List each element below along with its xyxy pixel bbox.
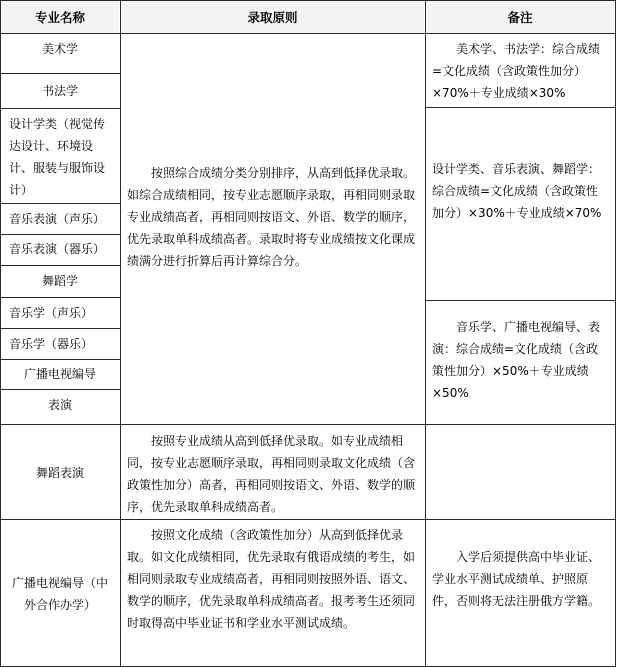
grid-col-2: [425, 0, 426, 667]
major-music-instrument: 音乐表演（器乐）: [9, 242, 106, 256]
grid-row-9: [0, 389, 120, 390]
grid-row-8: [0, 359, 120, 360]
principle-group2: 按照专业成绩从高到低择优录取。如专业成绩相同，按专业志愿顺序录取，再相同则录取文化成绩（含政策性加分）高者，再相同则按语文、外语、数学的顺序，优先录取单科成绩高者。: [127, 434, 416, 514]
note-design-music-dance: 设计学类、音乐表演、舞蹈学：综合成绩=文化成绩（含政策性加分）×30%＋专业成绩×70%: [432, 162, 602, 220]
grid-left: [0, 0, 1, 667]
principle-group3: 按照文化成绩（含政策性加分）从高到低择优录取。如文化成绩相同，优先录取有俄语成绩的考生，如相同则录取专业成绩高者，再相同则按照外语、语文、数学的顺序，优先录取单科成绩高者。报考考生还须同时取得高中毕业证书和学业水平测试成绩。: [127, 528, 416, 630]
grid-note-1: [425, 107, 616, 108]
grid-header-bottom: [0, 33, 616, 34]
major-dance-performance: 舞蹈表演: [35, 466, 84, 480]
major-broadcast: 广播电视编导: [23, 367, 96, 381]
header-major: 专业名称: [1, 0, 119, 33]
grid-row-10: [0, 424, 616, 425]
major-musicology-vocal: 音乐学（声乐）: [9, 306, 94, 320]
grid-row-7: [0, 328, 120, 329]
grid-row-5: [0, 265, 120, 266]
grid-row-6: [0, 297, 120, 298]
major-design: 设计学类（视觉传达设计、环境设计、服装与服饰设计）: [9, 117, 106, 197]
grid-col-1: [120, 0, 121, 667]
grid-note-2: [425, 300, 616, 301]
grid-row-1: [0, 73, 120, 74]
grid-right: [615, 0, 616, 667]
major-broadcast-coop: 广播电视编导（中外合作办学）: [11, 575, 108, 612]
major-art: 美术学: [41, 42, 78, 56]
major-calligraphy: 书法学: [41, 84, 78, 98]
principle-group1: 按照综合成绩分类分别排序，从高到低择优录取。如综合成绩相同，按专业志愿顺序录取，再相同则录取专业成绩高者，再相同则按语文、外语、数学的顺序，优先录取单科成绩高者。录取时将专业成绩按文化课成绩满分进行折算后再计算综合分。: [127, 166, 416, 268]
grid-row-4: [0, 234, 120, 235]
major-musicology-instrument: 音乐学（器乐）: [9, 337, 94, 351]
note-art-calligraphy: 美术学、书法学：综合成绩=文化成绩（含政策性加分）×70%＋专业成绩×30%: [432, 42, 601, 100]
header-note: 备注: [426, 0, 614, 33]
note-russian-registration: 入学后须提供高中毕业证、学业水平测试成绩单、护照原件，否则将无法注册俄方学籍。: [432, 550, 601, 608]
grid-top: [0, 0, 616, 1]
major-music-vocal: 音乐表演（声乐）: [9, 212, 106, 226]
grid-row-11: [0, 519, 616, 520]
grid-row-2: [0, 108, 120, 109]
major-dance: 舞蹈学: [41, 274, 78, 288]
major-performance: 表演: [47, 398, 72, 412]
note-musicology-broadcast: 音乐学、广播电视编导、表演：综合成绩=文化成绩（含政策性加分）×50%＋专业成绩×50%: [432, 320, 601, 400]
grid-row-3: [0, 203, 120, 204]
header-principle: 录取原则: [121, 0, 424, 33]
grid-bottom: [0, 666, 616, 667]
